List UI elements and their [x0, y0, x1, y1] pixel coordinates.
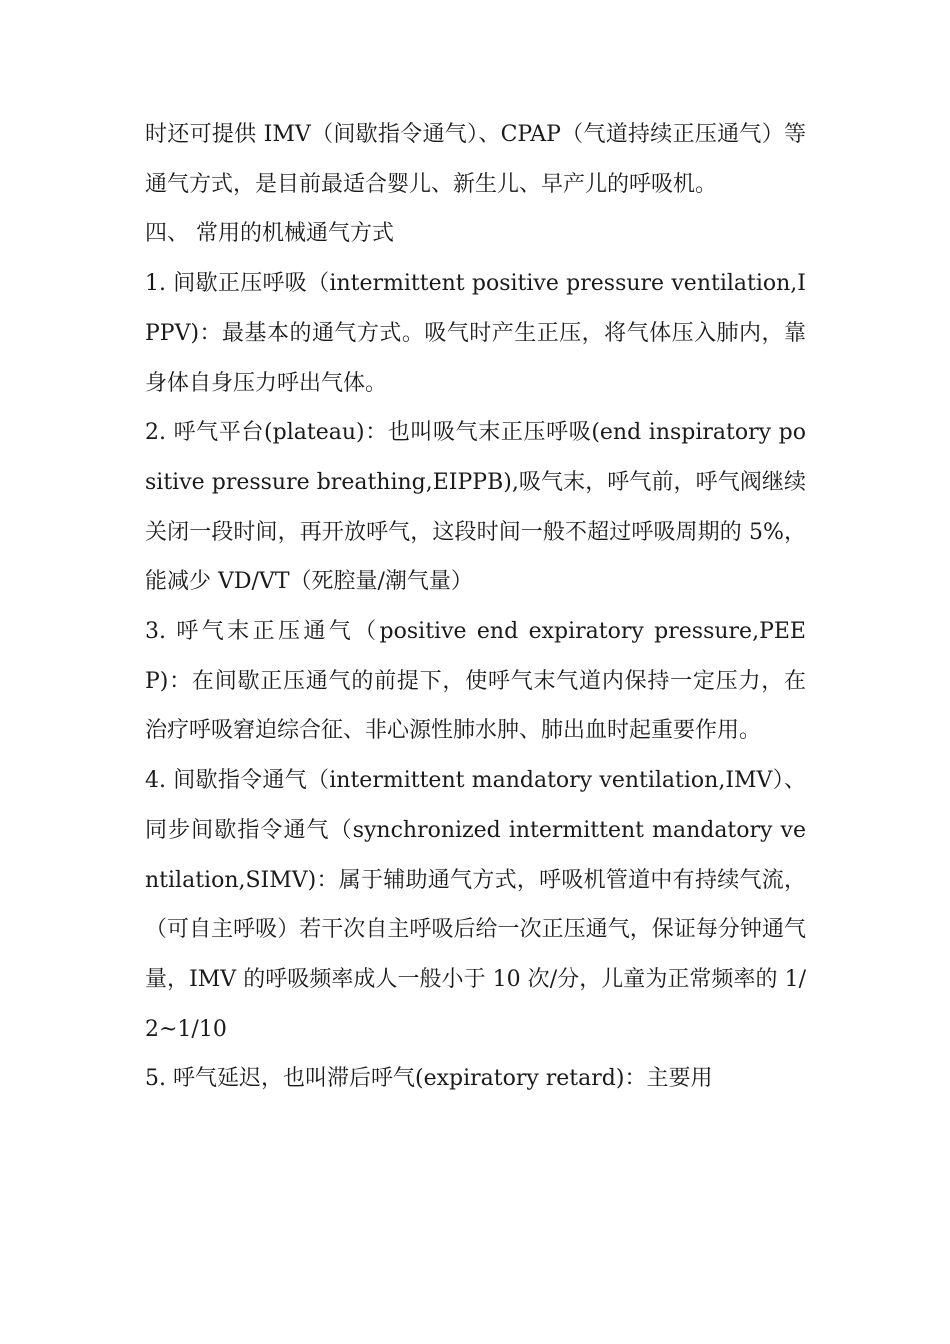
- document-body: [145, 110, 806, 1104]
- paragraph-peep: 3. 呼气末正压通气（positive end expiratory pressure,PEEP)：在间歇正压通气的前提下，使呼气末气道内保持一定压力，在治疗呼吸窘迫综合征、非心源性肺水肿、肺出血时起重要作用。: [145, 619, 806, 744]
- paragraph-expiratory-retard: 5. 呼气延迟，也叫滞后呼气(expiratory retard)：主要用: [145, 1066, 713, 1092]
- paragraph-imv-simv: 4. 间歇指令通气（intermittent mandatory ventilation,IMV）、同步间歇指令通气（synchronized intermittent mandatory ventilation,SIMV)：属于辅助通气方式，呼吸机管道中有持续气流，（可自主呼吸）若干次自主呼吸后给一次正压通气，保证每分钟通气量，IMV 的呼吸频率成人一般小于 10 次/分，儿童为正常频率的 1/2~1/10: [145, 768, 806, 1042]
- paragraph-ippv: 1. 间歇正压呼吸（intermittent positive pressure ventilation,IPPV)：最基本的通气方式。吸气时产生正压，将气体压入肺内，靠身体自身压力呼出气体。: [145, 271, 806, 396]
- section-heading-ventilation-modes: 四、 常用的机械通气方式: [145, 221, 394, 247]
- paragraph-plateau: 2. 呼气平台(plateau)：也叫吸气末正压呼吸(end inspiratory positive pressure breathing,EIPPB),吸气末，呼气前，呼气阀继续关闭一段时间，再开放呼气，这段时间一般不超过呼吸周期的 5%，能减少 VD/VT（死腔量/潮气量）: [145, 420, 806, 595]
- paragraph-continuation: 时还可提供 IMV（间歇指令通气）、CPAP（气道持续正压通气）等通气方式，是目前最适合婴儿、新生儿、早产儿的呼吸机。: [145, 122, 806, 197]
